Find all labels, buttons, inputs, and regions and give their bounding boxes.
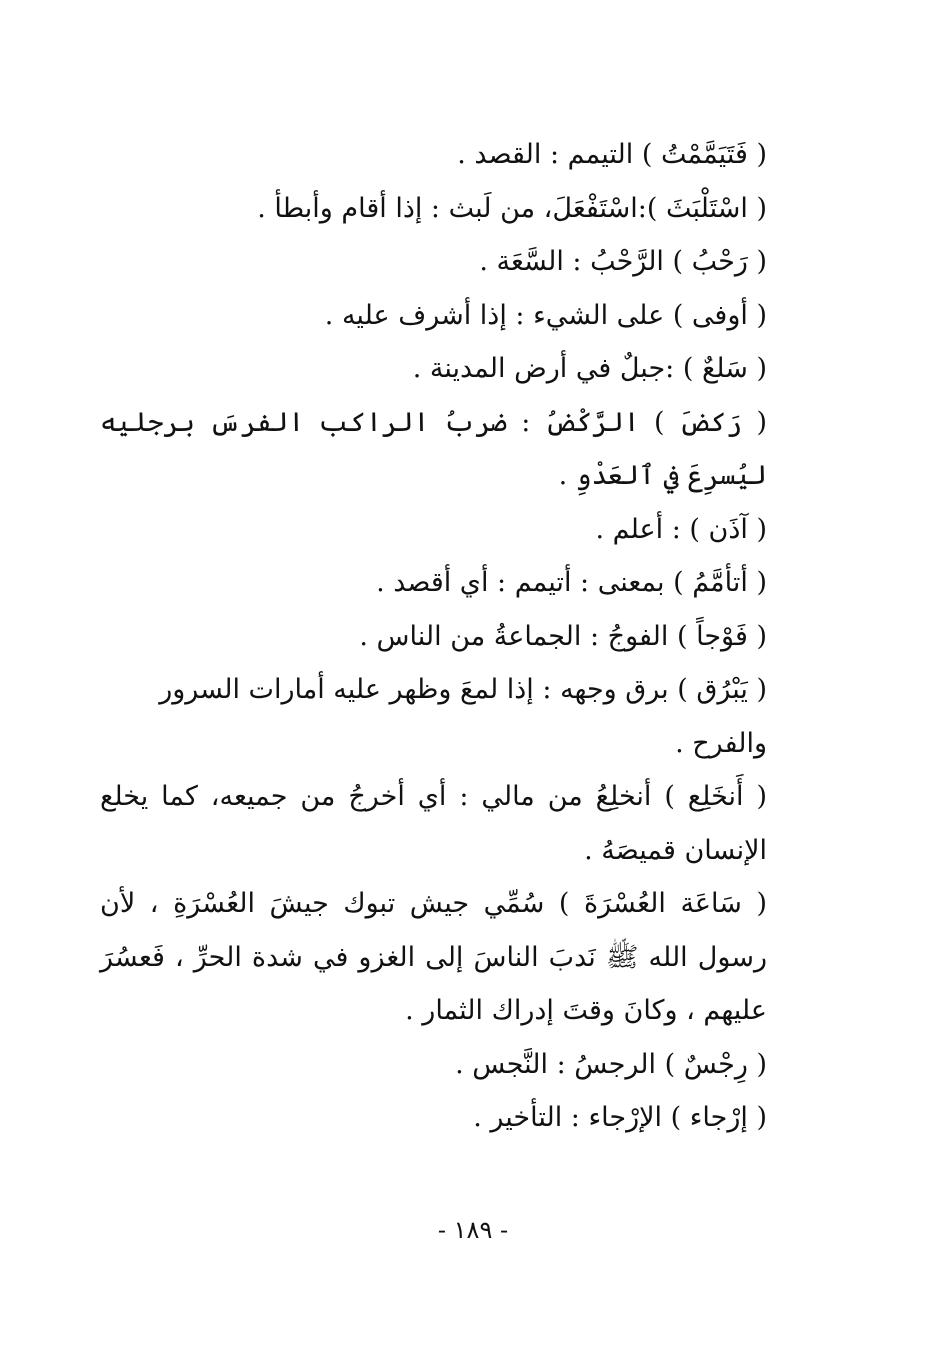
glossary-entry: ( فَوْجاً ) الفوجُ : الجماعةُ من الناس . xyxy=(359,620,767,652)
glossary-entry: ( أَنخَلِع ) أنخلِعُ من مالي : أي أخرجُ من جميعه، كما يخلع الإنسان قميصَهُ . xyxy=(100,781,767,866)
glossary-entry: ( رَكضَ ) الرَّكْضُ : ضربُ الراكب الفرسَ برجليه ليُسرِعَ في ٱلعَدْوِ . xyxy=(100,406,767,491)
glossary-entry: ( اسْتَلْبَثَ ):اسْتَفْعَلَ، من لَبث : إذا أقام وأبطأ . xyxy=(257,192,767,224)
glossary-entry: ( أوفى ) على الشيء : إذا أشرف عليه . xyxy=(324,299,767,331)
glossary-entry: ( أتأمَّمُ ) بمعنى : أتيمم : أي أقصد . xyxy=(376,567,767,598)
glossary-entry: ( رِجْسٌ ) الرجسُ : النَّجس . xyxy=(455,1048,767,1080)
glossary-text xyxy=(100,128,845,1145)
glossary-entry: ( يَبْرُق ) برق وجهه : إذا لمعَ وظهر عليه أمارات السرور والفرح . xyxy=(159,674,767,759)
glossary-entry: ( رَحْبُ ) الرَّحْبُ : السَّعَة . xyxy=(479,246,767,277)
glossary-entry: ( إرْجاء ) الإرْجاء : التأخير . xyxy=(473,1102,767,1133)
glossary-entry: ( فَتَيَمَّمْتُ ) التيمم : القصد . xyxy=(457,139,767,170)
glossary-entry: ( آذَن ) : أعلم . xyxy=(595,513,767,545)
glossary-entry: ( سَاعَة العُسْرَةَ ) سُمِّي جيش تبوك جيشَ العُسْرَةِ ، لأن رسول الله ﷺ نَدبَ الناسَ إلى الغزو في شدة الحرِّ ، فَعسُرَ عليهم ، وكانَ وقتَ إدراك الثمار . xyxy=(100,888,767,1026)
glossary-entry: ( سَلعٌ ) :جبلٌ في أرض المدينة . xyxy=(412,353,767,384)
page-number: - ١٨٩ - xyxy=(437,1216,509,1244)
